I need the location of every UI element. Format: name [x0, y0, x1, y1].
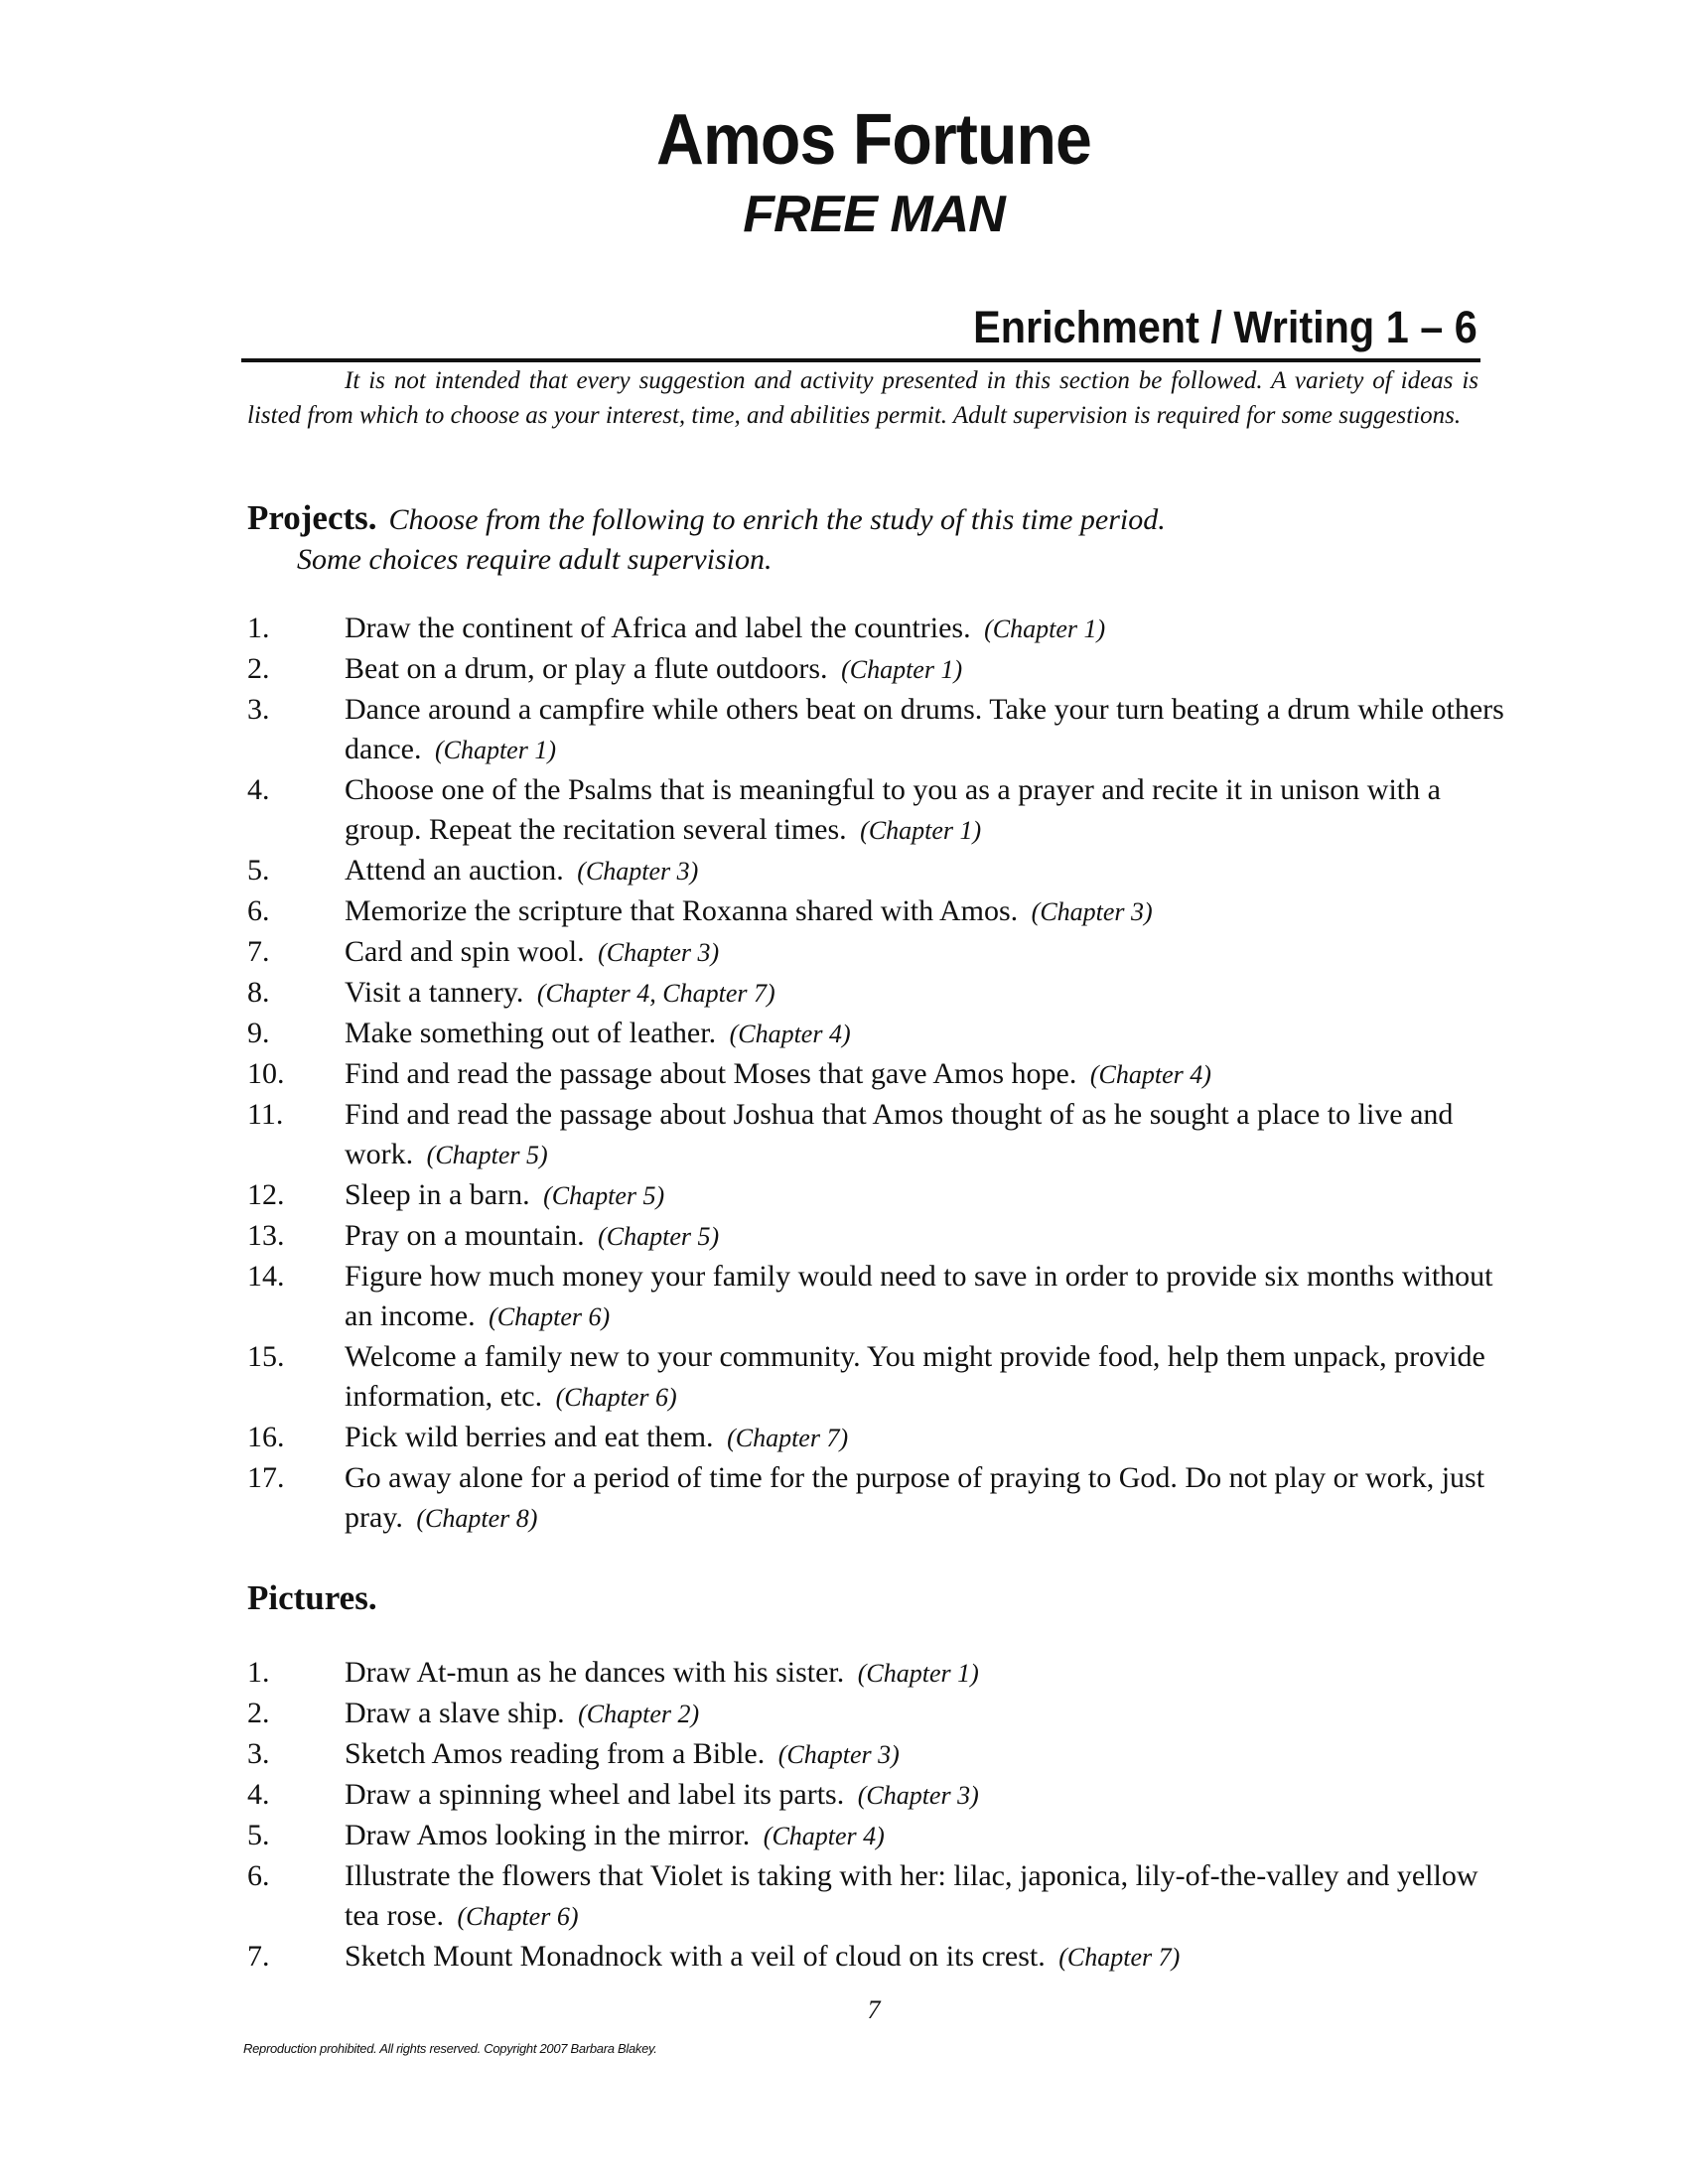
item-text: Draw a spinning wheel and label its parts.	[345, 1778, 845, 1811]
projects-list-item	[247, 690, 1508, 770]
projects-list-item	[247, 1337, 1508, 1418]
item-text: Find and read the passage about Moses that gave Amos hope.	[345, 1057, 1077, 1090]
pictures-list-item	[247, 1856, 1508, 1937]
item-number: 4.	[247, 1778, 270, 1811]
item-number: 6.	[247, 894, 270, 927]
item-chapter-reference: (Chapter 1)	[841, 655, 963, 684]
item-chapter-reference: (Chapter 4)	[763, 1822, 885, 1850]
item-text: Visit a tannery.	[345, 976, 524, 1009]
item-text: Memorize the scripture that Roxanna shared with Amos.	[345, 894, 1019, 927]
projects-list-item	[247, 891, 1508, 932]
item-text: Figure how much money your family would need to save in order to provide six months without an income.	[345, 1260, 1493, 1332]
projects-list-item	[247, 1418, 1508, 1458]
projects-list-item	[247, 609, 1508, 649]
projects-list-item	[247, 1175, 1508, 1216]
pictures-list	[247, 1653, 1508, 1978]
item-chapter-reference: (Chapter 6)	[489, 1302, 611, 1331]
item-number: 6.	[247, 1859, 270, 1892]
item-number: 7.	[247, 935, 270, 968]
projects-list-item	[247, 1014, 1508, 1054]
item-chapter-reference: (Chapter 3)	[577, 857, 699, 886]
projects-instruction-line-2: Some choices require adult supervision.	[297, 543, 773, 576]
item-chapter-reference: (Chapter 3)	[1031, 897, 1153, 926]
item-text: Sketch Amos reading from a Bible.	[345, 1737, 766, 1770]
pictures-list-item	[247, 1937, 1508, 1978]
item-text: Pick wild berries and eat them.	[345, 1421, 714, 1453]
intro-paragraph: It is not intended that every suggestion and activity presented in this section be followed. A variety of ideas is listed from which to choose as your interest, time, and abilities permit. Adult supervision is required for some suggestions.	[247, 367, 1478, 429]
pictures-heading: Pictures.	[247, 1578, 377, 1617]
projects-list-item	[247, 851, 1508, 891]
section-divider	[241, 358, 1480, 362]
document-title: Amos Fortune	[656, 100, 1091, 180]
projects-heading: Projects.	[247, 498, 377, 537]
projects-list-item	[247, 1054, 1508, 1095]
item-chapter-reference: (Chapter 3)	[857, 1781, 979, 1810]
item-text: Dance around a campfire while others beat on drums. Take your turn beating a drum while others dance.	[345, 693, 1504, 765]
item-text: Sleep in a barn.	[345, 1178, 530, 1211]
pictures-list-item	[247, 1694, 1508, 1734]
projects-list-item	[247, 1458, 1508, 1539]
projects-list-item	[247, 649, 1508, 690]
item-chapter-reference: (Chapter 4)	[1089, 1060, 1211, 1089]
projects-list-item	[247, 1216, 1508, 1257]
item-text: Card and spin wool.	[345, 935, 585, 968]
item-number: 8.	[247, 976, 270, 1009]
item-chapter-reference: (Chapter 4, Chapter 7)	[536, 979, 775, 1008]
item-number: 16.	[247, 1421, 285, 1453]
projects-list-item	[247, 932, 1508, 973]
item-text: Make something out of leather.	[345, 1017, 717, 1049]
item-number: 4.	[247, 773, 270, 806]
projects-list-item	[247, 1095, 1508, 1175]
projects-list-item	[247, 973, 1508, 1014]
item-number: 11.	[247, 1098, 284, 1131]
item-chapter-reference: (Chapter 4)	[729, 1020, 851, 1048]
item-chapter-reference: (Chapter 6)	[555, 1383, 677, 1412]
item-chapter-reference: (Chapter 5)	[426, 1141, 548, 1169]
pictures-list-item	[247, 1653, 1508, 1694]
item-text: Find and read the passage about Joshua that Amos thought of as he sought a place to live and work.	[345, 1098, 1454, 1170]
item-chapter-reference: (Chapter 1)	[434, 736, 556, 764]
item-number: 9.	[247, 1017, 270, 1049]
item-number: 12.	[247, 1178, 285, 1211]
item-text: Illustrate the flowers that Violet is taking with her: lilac, japonica, lily-of-the-valley and yellow tea rose.	[345, 1859, 1478, 1932]
item-number: 3.	[247, 693, 270, 726]
item-chapter-reference: (Chapter 1)	[860, 816, 982, 845]
item-chapter-reference: (Chapter 3)	[777, 1740, 900, 1769]
item-text: Draw Amos looking in the mirror.	[345, 1819, 751, 1851]
document-subtitle: FREE MAN	[743, 186, 1005, 243]
item-text: Draw the continent of Africa and label the countries.	[345, 612, 971, 644]
item-number: 10.	[247, 1057, 285, 1090]
item-number: 3.	[247, 1737, 270, 1770]
item-number: 7.	[247, 1940, 270, 1973]
projects-list	[247, 609, 1508, 1539]
page-number: 7	[867, 1995, 881, 2024]
item-text: Draw At-mun as he dances with his sister.	[345, 1656, 845, 1689]
item-chapter-reference: (Chapter 2)	[578, 1700, 700, 1728]
section-title: Enrichment / Writing 1 – 6	[973, 302, 1477, 352]
item-number: 13.	[247, 1219, 285, 1252]
projects-list-item	[247, 1257, 1508, 1337]
pictures-list-item	[247, 1734, 1508, 1775]
item-text: Sketch Mount Monadnock with a veil of cloud on its crest.	[345, 1940, 1046, 1973]
item-chapter-reference: (Chapter 8)	[416, 1504, 538, 1533]
item-chapter-reference: (Chapter 1)	[984, 614, 1106, 643]
item-number: 17.	[247, 1461, 285, 1494]
item-number: 5.	[247, 1819, 270, 1851]
item-number: 1.	[247, 1656, 270, 1689]
projects-heading-block	[247, 498, 1478, 580]
item-text: Go away alone for a period of time for the purpose of praying to God. Do not play or work, just pray.	[345, 1461, 1485, 1534]
projects-instruction-line-1: Choose from the following to enrich the study of this time period.	[388, 503, 1166, 536]
item-text: Pray on a mountain.	[345, 1219, 585, 1252]
item-number: 2.	[247, 1697, 270, 1729]
item-chapter-reference: (Chapter 5)	[543, 1181, 665, 1210]
pictures-list-item	[247, 1816, 1508, 1856]
item-chapter-reference: (Chapter 7)	[1058, 1943, 1181, 1972]
item-number: 1.	[247, 612, 270, 644]
item-text: Choose one of the Psalms that is meaningful to you as a prayer and recite it in unison with a group. Repeat the recitation several times.	[345, 773, 1441, 846]
item-chapter-reference: (Chapter 3)	[598, 938, 720, 967]
item-chapter-reference: (Chapter 1)	[857, 1659, 979, 1688]
item-number: 15.	[247, 1340, 285, 1373]
item-chapter-reference: (Chapter 6)	[457, 1902, 579, 1931]
projects-list-item	[247, 770, 1508, 851]
item-number: 2.	[247, 652, 270, 685]
item-text: Welcome a family new to your community. You might provide food, help them unpack, provide information, etc.	[345, 1340, 1485, 1413]
copyright-footer: Reproduction prohibited. All rights reserved. Copyright 2007 Barbara Blakey.	[243, 2041, 657, 2056]
item-chapter-reference: (Chapter 7)	[727, 1424, 849, 1452]
item-chapter-reference: (Chapter 5)	[598, 1222, 720, 1251]
item-text: Attend an auction.	[345, 854, 564, 887]
item-text: Beat on a drum, or play a flute outdoors.	[345, 652, 828, 685]
item-number: 5.	[247, 854, 270, 887]
item-number: 14.	[247, 1260, 285, 1293]
item-text: Draw a slave ship.	[345, 1697, 565, 1729]
pictures-list-item	[247, 1775, 1508, 1816]
